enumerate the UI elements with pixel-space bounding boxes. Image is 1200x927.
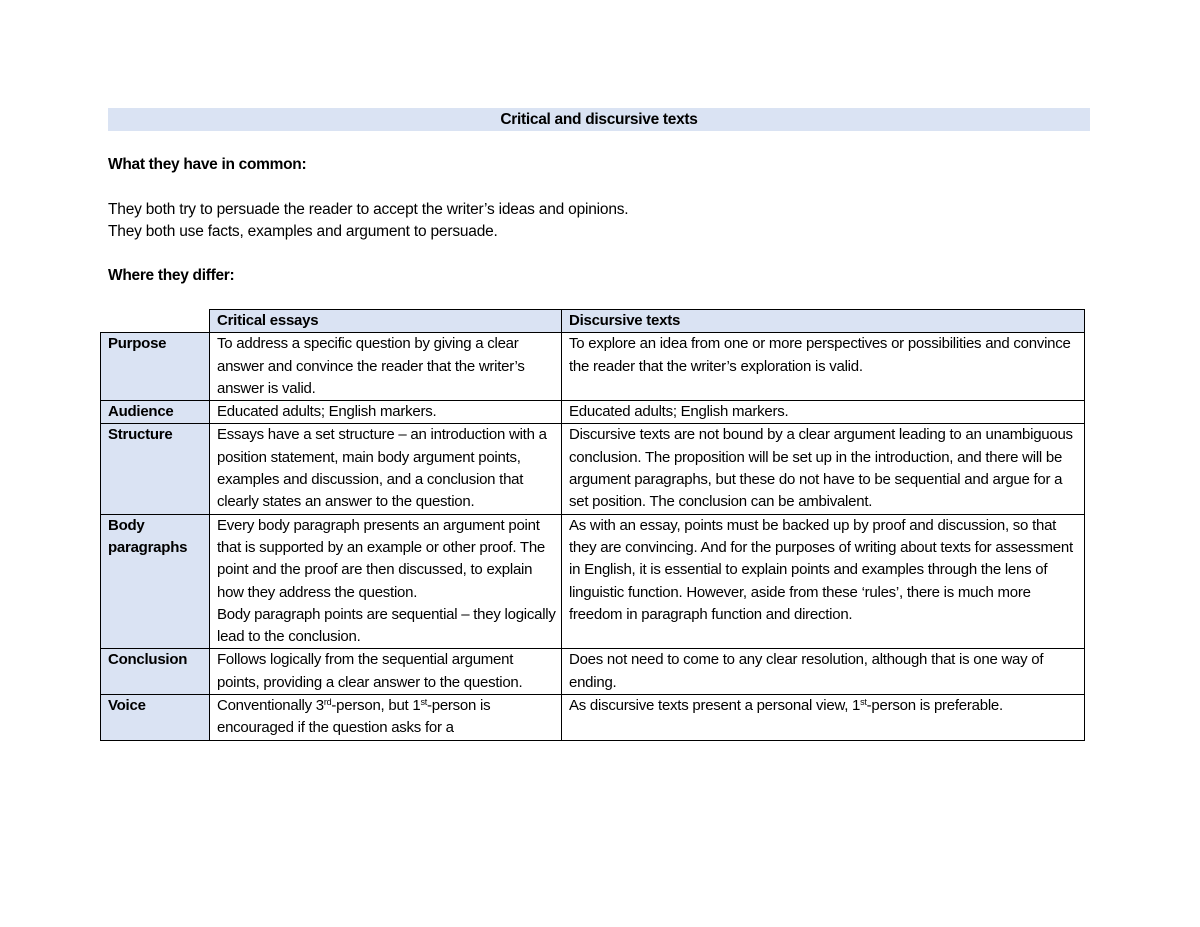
header-critical-essays: Critical essays bbox=[210, 310, 562, 333]
table-header-row bbox=[101, 310, 1085, 333]
common-line-1: They both try to persuade the reader to accept the writer’s ideas and opinions. bbox=[108, 201, 629, 218]
cell-critical: Essays have a set structure – an introduction with a position statement, main body argument points, examples and discussion, and a conclusion that clearly states an answer to the question. bbox=[210, 424, 562, 514]
row-label-line: paragraphs bbox=[108, 538, 188, 556]
row-label-audience: Audience bbox=[101, 401, 210, 424]
table-row bbox=[101, 649, 1085, 695]
table-row bbox=[101, 401, 1085, 424]
table-row bbox=[101, 514, 1085, 649]
differ-heading: Where they differ: bbox=[108, 267, 235, 284]
cell-discursive: Discursive texts are not bound by a clear argument leading to an unambiguous conclusion. The proposition will be set up in the introduction, and there will be argument paragraphs, but these do not have to be sequential and argue for a set position. The conclusion can be ambivalent. bbox=[562, 424, 1085, 514]
cell-discursive: Educated adults; English markers. bbox=[562, 401, 1085, 424]
ordinal-suffix: rd bbox=[323, 697, 332, 708]
common-heading: What they have in common: bbox=[108, 156, 307, 173]
row-label-structure: Structure bbox=[101, 424, 210, 514]
text-run: Conventionally 3 bbox=[217, 697, 324, 715]
cell-critical: Follows logically from the sequential argument points, providing a clear answer to the question. bbox=[210, 649, 562, 695]
common-line-2: They both use facts, examples and argument to persuade. bbox=[108, 223, 498, 240]
row-label-body-paragraphs bbox=[101, 514, 210, 649]
document-title: Critical and discursive texts bbox=[108, 108, 1090, 131]
table-row bbox=[101, 333, 1085, 401]
cell-paragraph: Body paragraph points are sequential – they logically lead to the conclusion. bbox=[217, 605, 556, 646]
row-label-conclusion: Conclusion bbox=[101, 649, 210, 695]
text-run: As discursive texts present a personal view, 1 bbox=[569, 697, 861, 715]
text-run: -person is encouraged if the question asks for a bbox=[217, 697, 491, 737]
text-run: -person is preferable. bbox=[866, 697, 1003, 715]
cell-discursive bbox=[562, 695, 1085, 741]
cell-critical bbox=[210, 695, 562, 741]
table-row bbox=[101, 424, 1085, 514]
row-label-line: Body bbox=[108, 516, 145, 534]
cell-critical: Educated adults; English markers. bbox=[210, 401, 562, 424]
cell-discursive: As with an essay, points must be backed up by proof and discussion, so that they are convincing. And for the purposes of writing about texts for assessment in English, it is essential to explain points and examples through the lens of linguistic function. However, aside from these ‘rules’, there is much more freedom in paragraph function and direction. bbox=[562, 514, 1085, 649]
cell-discursive: Does not need to come to any clear resolution, although that is one way of ending. bbox=[562, 649, 1085, 695]
table-row bbox=[101, 695, 1085, 741]
cell-critical: To address a specific question by giving a clear answer and convince the reader that the writer’s answer is valid. bbox=[210, 333, 562, 401]
ordinal-suffix: st bbox=[420, 697, 427, 708]
ordinal-suffix: st bbox=[860, 697, 867, 708]
cell-critical bbox=[210, 514, 562, 649]
row-label-voice: Voice bbox=[101, 695, 210, 741]
row-label-purpose: Purpose bbox=[101, 333, 210, 401]
comparison-table bbox=[100, 309, 1085, 741]
cell-paragraph: Every body paragraph presents an argument point that is supported by an example or other proof. The point and the proof are then discussed, to explain how they address the question. bbox=[217, 516, 546, 601]
text-run: -person, but 1 bbox=[331, 697, 421, 715]
header-discursive-texts: Discursive texts bbox=[562, 310, 1085, 333]
cell-discursive: To explore an idea from one or more perspectives or possibilities and convince the reader that the writer’s exploration is valid. bbox=[562, 333, 1085, 401]
table-corner-cell bbox=[101, 310, 210, 333]
